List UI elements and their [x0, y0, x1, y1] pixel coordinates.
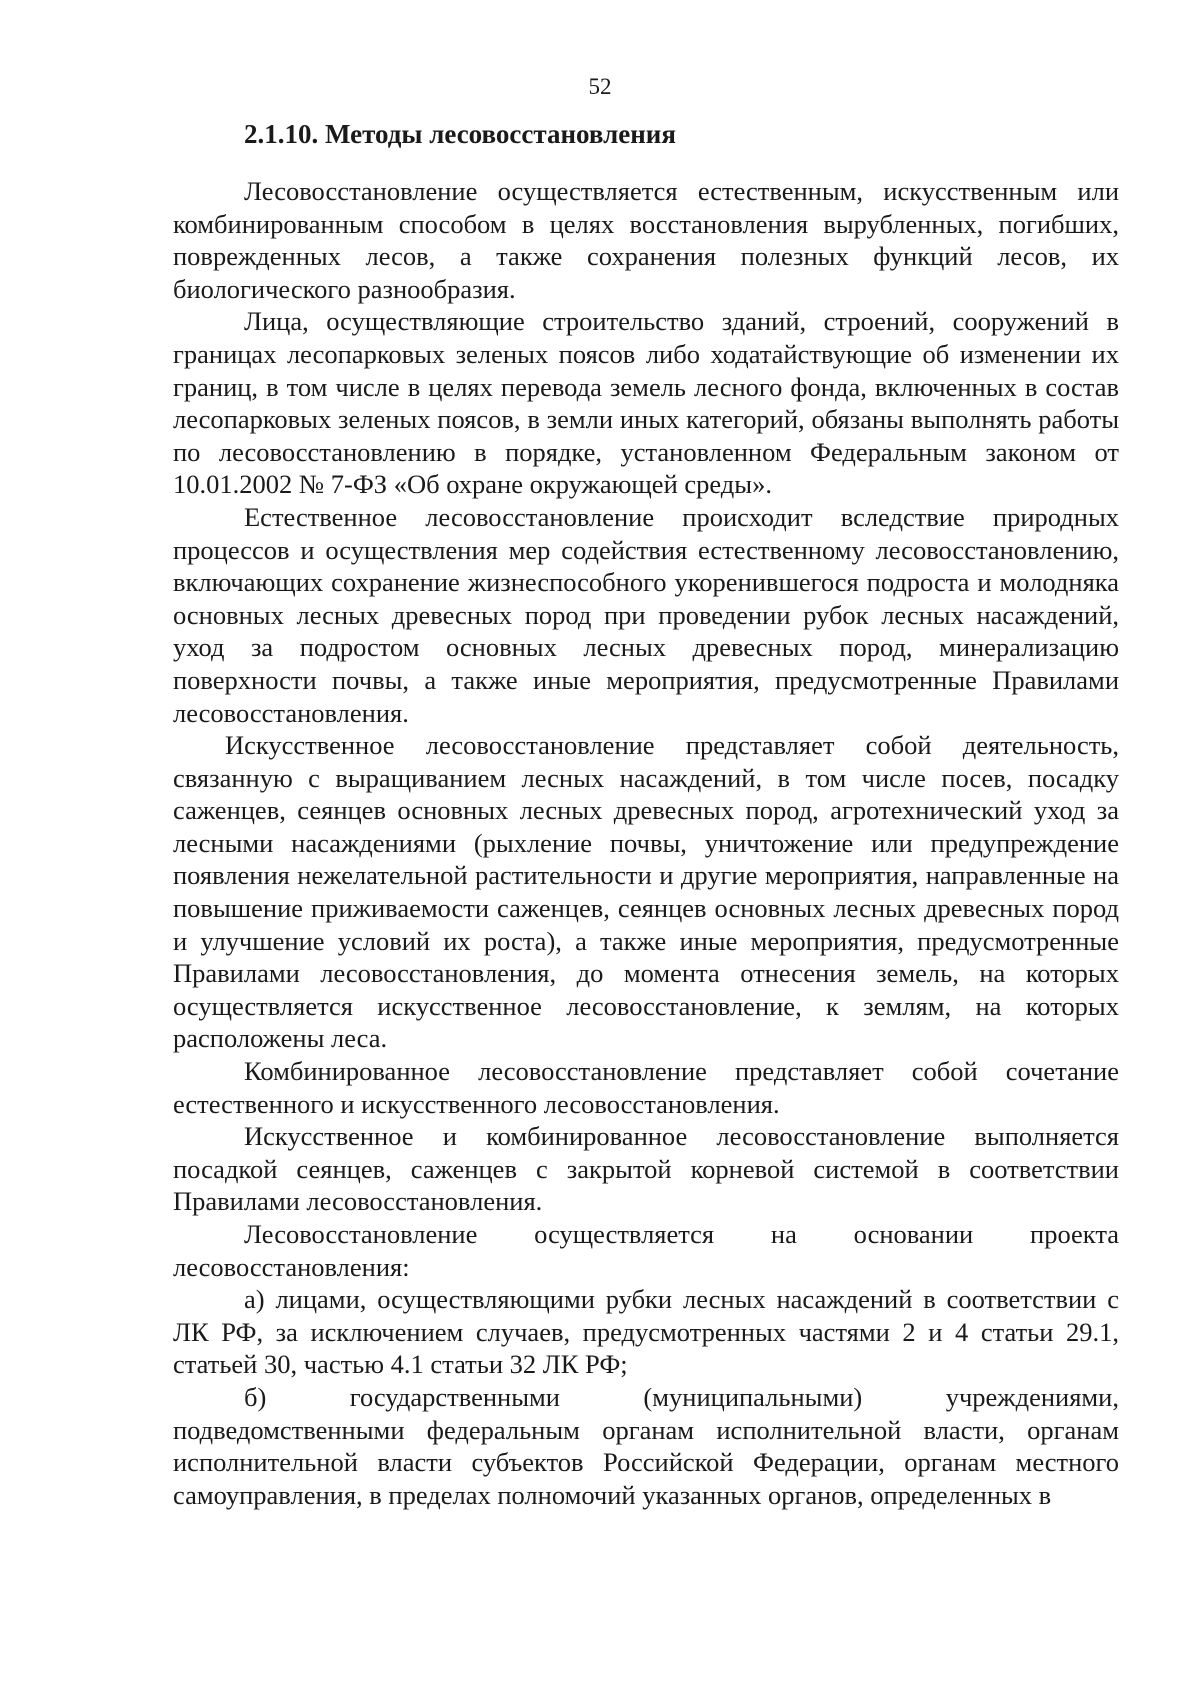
- list-item-b: б) государственными (муниципальными) учреждениями, подведомственными федеральным органам исполнительной власти, органам исполнительной власти субъектов Российской Федерации, органам местного самоуправления, в пределах полномочий указанных органов, определенных в: [173, 1381, 1119, 1510]
- paragraph-green-belts-obligations: Лица, осуществляющие строительство зданий, строений, сооружений в границах лесопарковых зеленых поясов либо ходатайствующие об изменении их границ, в том числе в целях перевода земель лесного фонда, включенных в состав лесопарковых зеленых поясов, в земли иных категорий, обязаны выполнять работы по лесовосстановлению в порядке, установленном Федеральным законом от 10.01.2002 № 7-ФЗ «Об охране окружающей среды».: [173, 306, 1119, 500]
- paragraph-reforestation-methods: Лесовосстановление осуществляется естественным, искусственным или комбинированным способом в целях восстановления вырубленных, погибших, поврежденных лесов, а также сохранения полезных функций лесов, их биологического разнообразия.: [173, 176, 1119, 304]
- paragraph-natural-reforestation: Естественное лесовосстановление происходит вследствие природных процессов и осуществления мер содействия естественному лесовосстановлению, включающих сохранение жизнеспособного укоренившегося подроста и молодняка основных лесных древесных пород при проведении рубок лесных насаждений, уход за подростом основных лесных древесных пород, минерализацию поверхности почвы, а также иные мероприятия, предусмотренные Правилами лесовосстановления.: [173, 501, 1119, 728]
- body-text: [173, 175, 1119, 1511]
- section-title: 2.1.10. Методы лесовосстановления: [244, 119, 676, 149]
- paragraph-combined-reforestation: Комбинированное лесовосстановление представляет собой сочетание естественного и искусственного лесовосстановления.: [173, 1056, 1119, 1119]
- paragraph-planting-method: Искусственное и комбинированное лесовосстановление выполняется посадкой сеянцев, саженцев с закрытой корневой системой в соответствии Правилами лесовосстановления.: [173, 1121, 1119, 1217]
- list-item-a: а) лицами, осуществляющими рубки лесных насаждений в соответствии с ЛК РФ, за исключением случаев, предусмотренных частями 2 и 4 статьи 29.1, статьей 30, частью 4.1 статьи 32 ЛК РФ;: [173, 1284, 1119, 1380]
- paragraph-project-basis: Лесовосстановление осуществляется на основании проекта лесовосстановления:: [173, 1219, 1119, 1282]
- paragraph-artificial-reforestation: Искусственное лесовосстановление представляет собой деятельность, связанную с выращиванием лесных насаждений, в том числе посев, посадку саженцев, сеянцев основных лесных древесных пород, агротехнический уход за лесными насаждениями (рыхление почвы, уничтожение или предупреждение появления нежелательной растительности и другие мероприятия, направленные на повышение приживаемости саженцев, сеянцев основных лесных древесных пород и улучшение условий их роста), а также иные мероприятия, предусмотренные Правилами лесовосстановления, до момента отнесения земель, на которых осуществляется искусственное лесовосстановление, к землям, на которых расположены леса.: [173, 730, 1119, 1054]
- page-number: 52: [588, 74, 612, 99]
